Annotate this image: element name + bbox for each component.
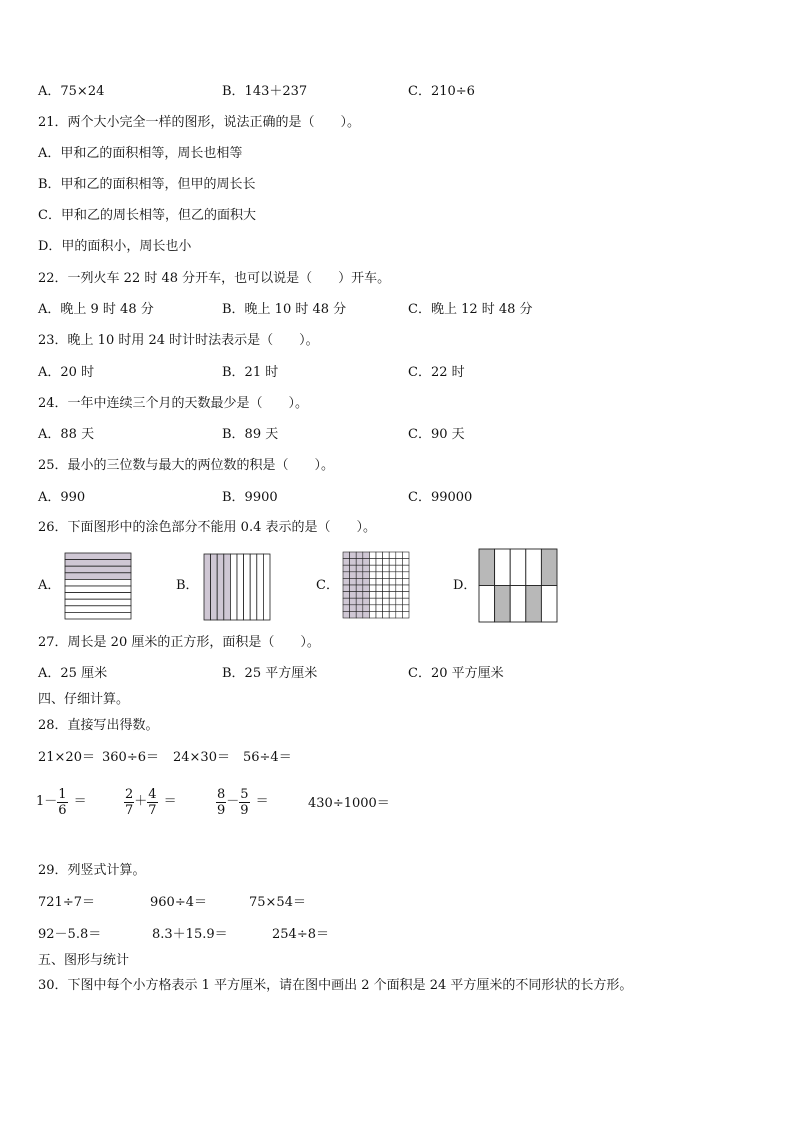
figure-c-cell	[389, 598, 396, 605]
figure-c-cell	[383, 585, 390, 592]
q26-figure-b	[203, 553, 271, 621]
q28-frac2-equals: ＝	[163, 794, 177, 809]
figure-c-cell	[356, 559, 363, 566]
q24-option-c: C．90 天	[408, 427, 465, 442]
figure-c-cell	[376, 578, 383, 585]
figure-c-cell	[356, 611, 363, 618]
q26-figure-a	[64, 552, 132, 620]
q21-option-c: C．甲和乙的周长相等，但乙的面积大	[38, 208, 256, 223]
figure-d-cell	[495, 586, 511, 623]
figure-c-cell	[389, 552, 396, 559]
figure-c-cell	[343, 559, 350, 566]
q28-frac2b-numerator: 4	[148, 786, 157, 802]
q28-frac2-operator: ＋	[134, 794, 148, 809]
figure-c-cell	[376, 565, 383, 572]
q22-option-a: A．晚上 9 时 48 分	[38, 302, 154, 317]
figure-c-cell	[343, 565, 350, 572]
figure-d-cell	[510, 549, 526, 586]
q27-option-c: C．20 平方厘米	[408, 666, 504, 681]
figure-d-cell	[479, 586, 495, 623]
figure-c-cell	[369, 559, 376, 566]
figure-b-strip	[204, 554, 211, 620]
figure-c-cell	[383, 611, 390, 618]
q22-option-b: B．晚上 10 时 48 分	[222, 302, 347, 317]
q26-label-c: C．	[316, 578, 339, 593]
figure-c-cell	[369, 605, 376, 612]
figure-c-cell	[376, 592, 383, 599]
figure-c-cell	[350, 592, 357, 599]
q27-option-a: A．25 厘米	[38, 666, 108, 681]
figure-c-cell	[369, 592, 376, 599]
q29-expr-1: 721÷7＝	[38, 895, 95, 910]
figure-c-cell	[369, 565, 376, 572]
section4-heading: 四、仔细计算。	[38, 692, 130, 707]
q21-option-d: D．甲的面积小，周长也小	[38, 239, 192, 254]
q28-frac1-denominator: 6	[58, 802, 67, 818]
figure-c-cell	[363, 572, 370, 579]
q29-expr-3: 75×54＝	[249, 895, 306, 910]
figure-d-cell	[510, 586, 526, 623]
figure-a-strip	[65, 599, 131, 606]
figure-c-cell	[383, 605, 390, 612]
figure-c-cell	[350, 585, 357, 592]
figure-c-cell	[383, 598, 390, 605]
figure-c-cell	[402, 559, 409, 566]
figure-c-cell	[402, 598, 409, 605]
figure-d-cell	[526, 549, 542, 586]
q23-option-c: C．22 时	[408, 365, 465, 380]
figure-c-cell	[350, 552, 357, 559]
q28-frac3-equals: ＝	[255, 794, 269, 809]
q28-frac3-operator: －	[226, 794, 240, 809]
figure-c-cell	[402, 585, 409, 592]
figure-c-cell	[350, 598, 357, 605]
figure-a-strip	[65, 553, 131, 560]
figure-b-strip	[230, 554, 237, 620]
figure-c-cell	[396, 605, 403, 612]
q28-frac2b	[147, 787, 157, 818]
figure-c-cell	[350, 605, 357, 612]
q29-stem: 29．列竖式计算。	[38, 863, 146, 878]
figure-c-cell	[343, 585, 350, 592]
figure-c-cell	[356, 565, 363, 572]
q28-frac1-equals: ＝	[73, 794, 87, 809]
figure-c-cell	[402, 592, 409, 599]
q20-option-a: A．75×24	[38, 84, 105, 99]
q28-stem: 28．直接写出得数。	[38, 718, 159, 733]
figure-c-cell	[343, 572, 350, 579]
figure-c-cell	[389, 565, 396, 572]
figure-c-cell	[389, 578, 396, 585]
q24-option-b: B．89 天	[222, 427, 279, 442]
q29-expr-4: 92－5.8＝	[38, 927, 102, 942]
figure-c-cell	[389, 572, 396, 579]
q21-option-a: A．甲和乙的面积相等，周长也相等	[38, 146, 243, 161]
q28-expr-4: 56÷4＝	[243, 750, 292, 765]
q26-label-d: D．	[453, 578, 477, 593]
q28-frac2a-denominator: 7	[125, 802, 134, 818]
figure-c-cell	[402, 572, 409, 579]
q28-frac2a-numerator: 2	[125, 786, 134, 802]
figure-a-strip	[65, 573, 131, 580]
q26-figure-d	[478, 548, 558, 623]
figure-b-strip	[237, 554, 244, 620]
figure-c-cell	[402, 605, 409, 612]
figure-c-cell	[396, 565, 403, 572]
figure-c-cell	[383, 552, 390, 559]
figure-c-cell	[369, 572, 376, 579]
figure-b-strip	[257, 554, 264, 620]
figure-c-cell	[363, 598, 370, 605]
figure-c-cell	[363, 565, 370, 572]
figure-c-cell	[402, 565, 409, 572]
figure-c-cell	[383, 572, 390, 579]
q22-stem: 22．一列火车 22 时 48 分开车，也可以说是（ ）开车。	[38, 271, 391, 286]
figure-c-cell	[389, 559, 396, 566]
q27-option-b: B．25 平方厘米	[222, 666, 318, 681]
figure-c-cell	[376, 572, 383, 579]
q26-stem: 26．下面图形中的涂色部分不能用 0.4 表示的是（ ）。	[38, 520, 376, 535]
figure-a-strip	[65, 612, 131, 619]
figure-c-cell	[383, 592, 390, 599]
q28-frac3a	[216, 787, 226, 818]
q25-option-b: B．9900	[222, 490, 278, 505]
figure-c-cell	[363, 578, 370, 585]
figure-c-cell	[402, 611, 409, 618]
q26-figure-c	[342, 551, 410, 619]
figure-a-strip	[65, 566, 131, 573]
figure-c-cell	[376, 559, 383, 566]
figure-c-cell	[376, 605, 383, 612]
figure-c-cell	[383, 578, 390, 585]
q28-expr-5: 430÷1000＝	[308, 796, 390, 811]
figure-a-strip	[65, 593, 131, 600]
figure-c-cell	[369, 552, 376, 559]
figure-c-cell	[389, 605, 396, 612]
figure-c-cell	[376, 598, 383, 605]
q23-option-a: A．20 时	[38, 365, 95, 380]
figure-c-cell	[350, 611, 357, 618]
q28-expr-1: 21×20＝	[38, 750, 95, 765]
q25-stem: 25．最小的三位数与最大的两位数的积是（ ）。	[38, 458, 335, 473]
figure-c-cell	[350, 578, 357, 585]
figure-a-strip	[65, 579, 131, 586]
figure-c-cell	[363, 585, 370, 592]
q24-stem: 24．一年中连续三个月的天数最少是（ ）。	[38, 396, 309, 411]
figure-c-cell	[402, 578, 409, 585]
figure-d-cell	[541, 549, 557, 586]
figure-b-strip	[211, 554, 218, 620]
figure-c-cell	[383, 559, 390, 566]
figure-a-strip	[65, 586, 131, 593]
figure-c-cell	[350, 559, 357, 566]
q23-stem: 23．晚上 10 时用 24 时计时法表示是（ ）。	[38, 333, 319, 348]
figure-c-cell	[389, 592, 396, 599]
q21-stem: 21．两个大小完全一样的图形，说法正确的是（ ）。	[38, 115, 361, 130]
figure-c-cell	[369, 611, 376, 618]
q24-option-a: A．88 天	[38, 427, 95, 442]
figure-b-strip	[224, 554, 231, 620]
q28-expr-2: 360÷6＝	[102, 750, 159, 765]
figure-c-cell	[356, 585, 363, 592]
figure-c-cell	[376, 611, 383, 618]
q28-frac-expr-1	[36, 784, 87, 821]
q23-option-b: B．21 时	[222, 365, 279, 380]
section5-heading: 五、图形与统计	[38, 953, 130, 968]
figure-c-cell	[343, 552, 350, 559]
figure-d-cell	[541, 586, 557, 623]
figure-d-cell	[479, 549, 495, 586]
q30-stem: 30．下图中每个小方格表示 1 平方厘米，请在图中画出 2 个面积是 24 平方厘米的不同形状的长方形。	[38, 978, 633, 993]
figure-c-cell	[343, 598, 350, 605]
figure-c-cell	[350, 572, 357, 579]
figure-c-cell	[343, 605, 350, 612]
figure-c-cell	[356, 572, 363, 579]
figure-c-cell	[396, 572, 403, 579]
figure-c-cell	[363, 552, 370, 559]
figure-c-cell	[376, 552, 383, 559]
figure-c-cell	[343, 592, 350, 599]
figure-c-cell	[356, 578, 363, 585]
figure-c-cell	[376, 585, 383, 592]
q28-frac1	[57, 787, 67, 818]
figure-c-cell	[363, 559, 370, 566]
q25-option-a: A．990	[38, 490, 86, 505]
figure-c-cell	[396, 598, 403, 605]
figure-c-cell	[396, 578, 403, 585]
figure-c-cell	[402, 552, 409, 559]
q29-expr-6: 254÷8＝	[272, 927, 329, 942]
q21-option-b: B．甲和乙的面积相等，但甲的周长长	[38, 177, 256, 192]
figure-a-strip	[65, 606, 131, 613]
figure-c-cell	[363, 611, 370, 618]
q29-expr-2: 960÷4＝	[150, 895, 207, 910]
figure-c-cell	[356, 592, 363, 599]
q28-frac1-numerator: 1	[58, 786, 67, 802]
figure-c-cell	[369, 578, 376, 585]
figure-c-cell	[383, 565, 390, 572]
q27-stem: 27．周长是 20 厘米的正方形，面积是（ ）。	[38, 635, 320, 650]
q28-frac2a	[124, 787, 134, 818]
q28-frac-expr-3	[216, 784, 269, 821]
q28-frac3b-numerator: 5	[240, 786, 249, 802]
q28-frac3a-numerator: 8	[217, 786, 226, 802]
q22-option-c: C．晚上 12 时 48 分	[408, 302, 533, 317]
figure-c-cell	[369, 598, 376, 605]
figure-c-cell	[389, 585, 396, 592]
figure-c-cell	[396, 592, 403, 599]
q25-option-c: C．99000	[408, 490, 473, 505]
figure-c-cell	[350, 565, 357, 572]
figure-c-cell	[389, 611, 396, 618]
q20-option-b: B．143＋237	[222, 84, 308, 99]
figure-c-cell	[356, 552, 363, 559]
q28-frac2b-denominator: 7	[148, 802, 157, 818]
figure-a-strip	[65, 560, 131, 567]
figure-c-cell	[343, 611, 350, 618]
figure-b-strip	[244, 554, 251, 620]
figure-c-cell	[363, 592, 370, 599]
figure-c-cell	[369, 585, 376, 592]
q28-frac3b	[239, 787, 249, 818]
figure-c-cell	[363, 605, 370, 612]
q28-frac3b-denominator: 9	[240, 802, 249, 818]
figure-d-cell	[526, 586, 542, 623]
figure-b-strip	[263, 554, 270, 620]
q26-label-b: B．	[176, 578, 199, 593]
figure-c-cell	[396, 611, 403, 618]
q29-expr-5: 8.3＋15.9＝	[152, 927, 228, 942]
figure-b-strip	[250, 554, 257, 620]
figure-b-strip	[217, 554, 224, 620]
q20-option-c: C．210÷6	[408, 84, 475, 99]
figure-c-cell	[396, 585, 403, 592]
q28-expr-3: 24×30＝	[173, 750, 230, 765]
figure-c-cell	[396, 559, 403, 566]
figure-c-cell	[356, 605, 363, 612]
figure-c-cell	[396, 552, 403, 559]
figure-c-cell	[356, 598, 363, 605]
q28-frac3a-denominator: 9	[217, 802, 226, 818]
figure-c-cell	[343, 578, 350, 585]
q28-frac1-whole: 1－	[36, 794, 58, 809]
figure-d-cell	[495, 549, 511, 586]
q26-label-a: A．	[38, 578, 61, 593]
q28-frac-expr-2	[124, 784, 177, 821]
